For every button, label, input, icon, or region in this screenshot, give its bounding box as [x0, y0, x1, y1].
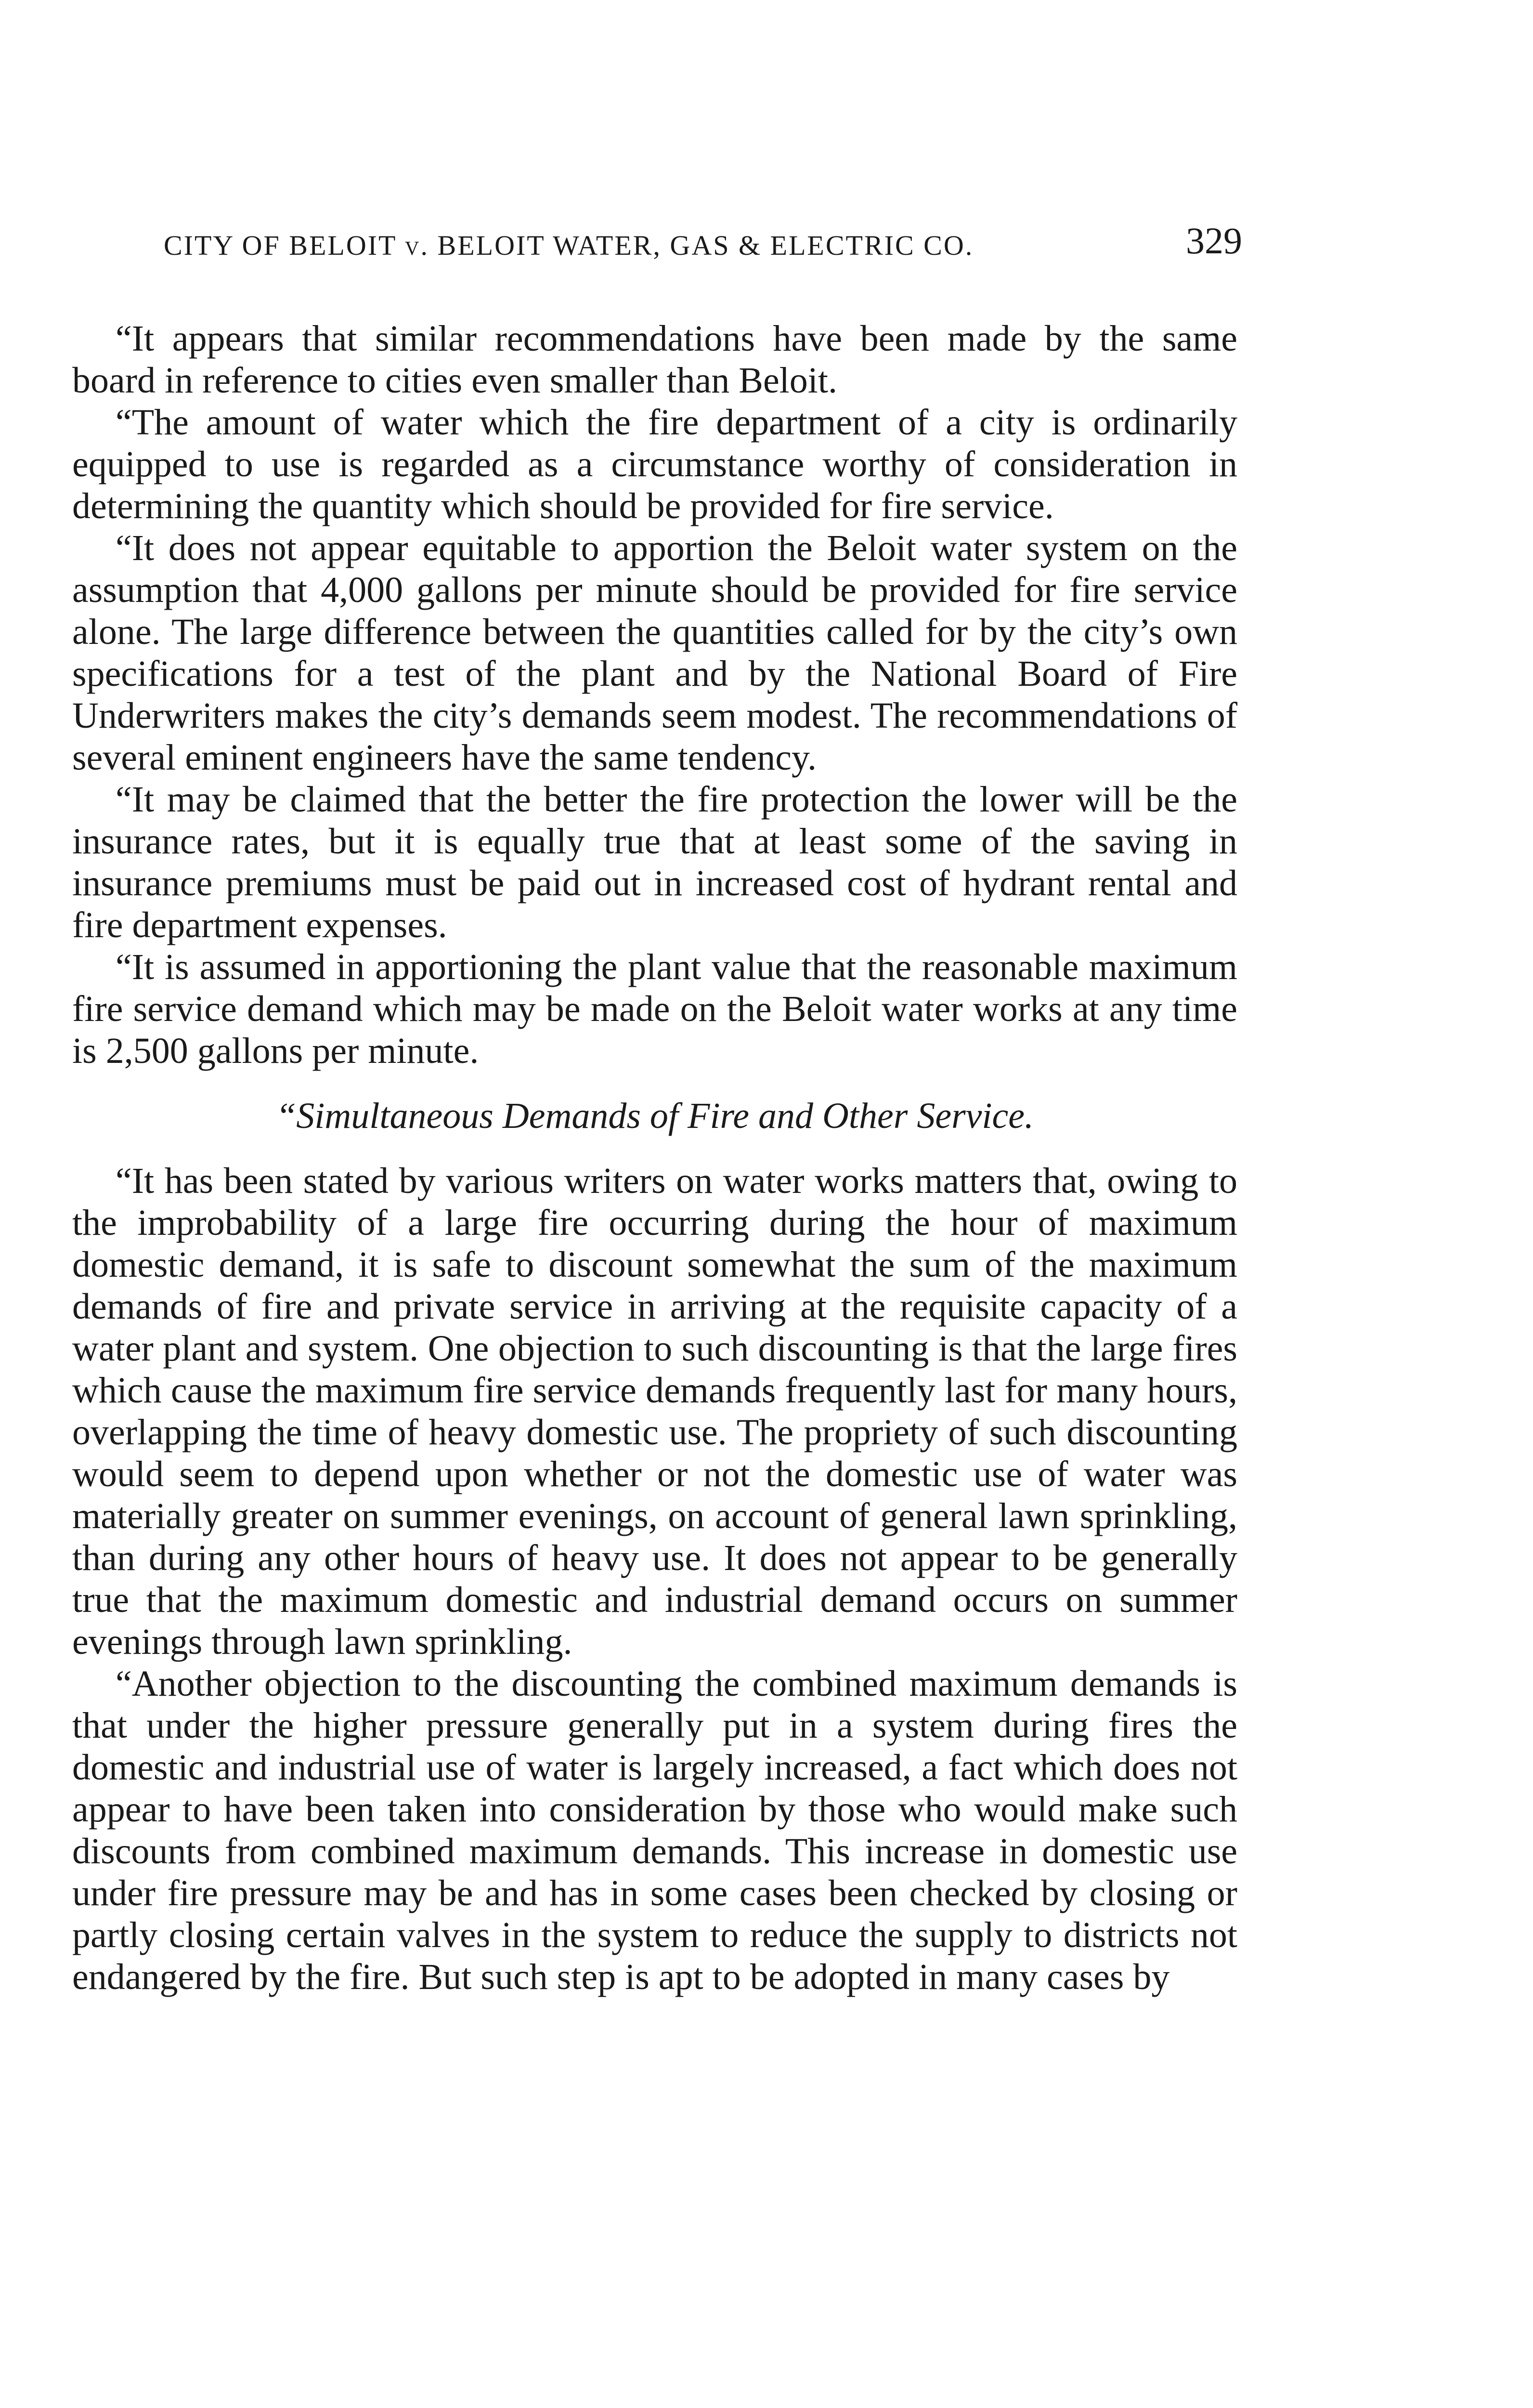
page-number: 329	[1186, 220, 1242, 262]
running-head: CITY OF BELOIT v. BELOIT WATER, GAS & ELECTRIC CO.	[164, 230, 974, 261]
paragraph: “It is assumed in apportioning the plant value that the reasonable maximum fire service demand which may be made on the Beloit water works at any time is 2,500 gallons per minute.	[72, 947, 1237, 1071]
paragraph: “The amount of water which the fire department of a city is ordinarily equipped to use is regarded as a circumstance worthy of consideration in determining the quantity which should be provided for fire service.	[72, 402, 1237, 526]
body-text	[72, 318, 1237, 1998]
section-heading: “Simultaneous Demands of Fire and Other Service.	[276, 1096, 1034, 1136]
paragraph: “It has been stated by various writers on water works matters that, owing to the improbability of a large fire occurring during the hour of maximum domestic demand, it is safe to discount somewhat the sum of the maximum demands of fire and private service in arriving at the requisite capacity of a water plant and system. One objection to such discounting is that the large fires which cause the maximum fire service demands frequently last for many hours, overlapping the time of heavy domestic use. The propriety of such discounting would seem to depend upon whether or not the domestic use of water was materially greater on summer evenings, on account of general lawn sprinkling, than during any other hours of heavy use. It does not appear to be generally true that the maximum domestic and industrial demand occurs on summer evenings through lawn sprinkling.	[72, 1161, 1237, 1662]
paragraph: “It appears that similar recommendations have been made by the same board in reference to cities even smaller than Beloit.	[72, 318, 1237, 401]
paragraph: “It may be claimed that the better the fire protection the lower will be the insurance rates, but it is equally true that at least some of the saving in insurance premiums must be paid out in increased cost of hydrant rental and fire department expenses.	[72, 779, 1237, 945]
paragraph: “Another objection to the discounting the combined maximum demands is that under the higher pressure generally put in a system during fires the domestic and industrial use of water is largely increased, a fact which does not appear to have been taken into consideration by those who would make such discounts from combined maximum demands. This increase in domestic use under fire pressure may be and has in some cases been checked by closing or partly closing certain valves in the system to reduce the supply to districts not endangered by the fire. But such step is apt to be adopted in many cases by	[72, 1663, 1237, 1997]
paragraph: “It does not appear equitable to apportion the Beloit water system on the assumption that 4,000 gallons per minute should be provided for fire service alone. The large difference between the quantities called for by the city’s own specifications for a test of the plant and by the National Board of Fire Underwriters makes the city’s demands seem modest. The recommendations of several eminent engineers have the same tendency.	[72, 528, 1237, 778]
